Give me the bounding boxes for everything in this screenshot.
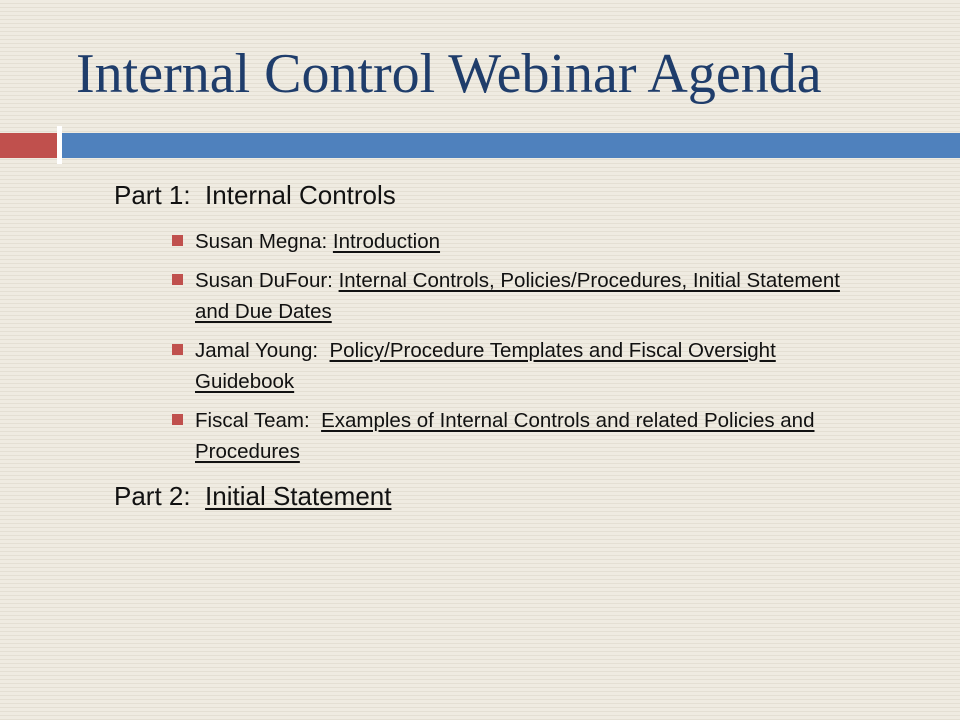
part2-topic: Initial Statement (205, 481, 392, 511)
title-bar-blue-accent (62, 133, 960, 158)
agenda-item-intro (172, 226, 872, 257)
agenda-item-presenter: Susan Megna: (195, 230, 333, 253)
agenda-item-topic: Examples of Internal Controls and related Policies and Procedures (195, 409, 815, 463)
square-bullet-icon (172, 344, 183, 355)
slide-title: Internal Control Webinar Agenda (76, 43, 822, 105)
agenda-item-topic: Introduction (332, 230, 441, 253)
agenda-item-presenter: Fiscal Team: (195, 409, 322, 432)
part1-agenda-list (172, 226, 872, 475)
agenda-item-internal-controls (172, 265, 872, 327)
agenda-item-templates (172, 335, 872, 397)
part1-heading: Part 1: Internal Controls (114, 180, 396, 210)
square-bullet-icon (172, 414, 183, 425)
part2-prefix: Part 2: (114, 481, 206, 511)
agenda-item-examples (172, 405, 872, 467)
square-bullet-icon (172, 274, 183, 285)
square-bullet-icon (172, 235, 183, 246)
agenda-item-presenter: Susan DuFour: (195, 269, 339, 292)
agenda-item-presenter: Jamal Young: (195, 339, 330, 362)
part2-heading (114, 481, 391, 511)
agenda-item-topic: Policy/Procedure Templates and Fiscal Oversight Guidebook (195, 339, 776, 393)
agenda-item-topic: Internal Controls, Policies/Procedures, Initial Statement and Due Dates (195, 269, 840, 323)
title-bar-red-accent (0, 133, 57, 158)
